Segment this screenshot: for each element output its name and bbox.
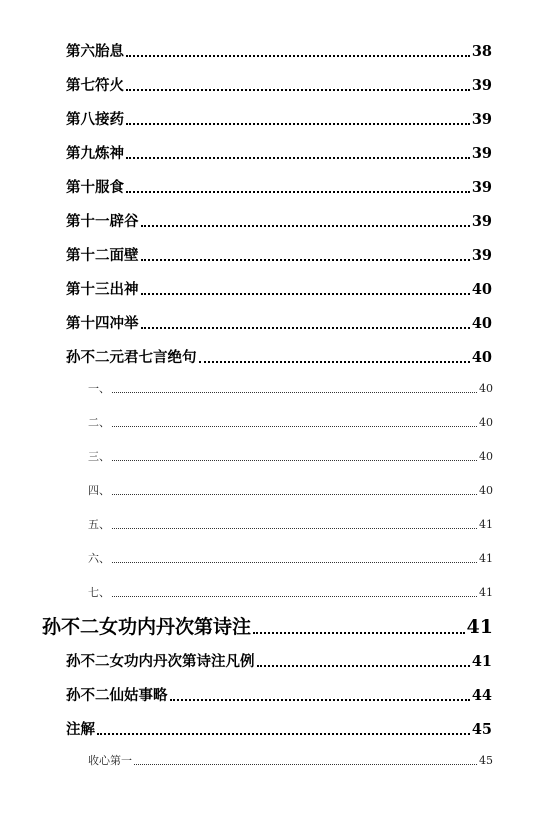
toc-entry-page: 40 bbox=[471, 349, 492, 366]
toc-subentry[interactable] bbox=[88, 482, 493, 498]
toc-entry-title: 第八接药 bbox=[66, 111, 124, 128]
toc-entry-title: 第十一辟谷 bbox=[66, 213, 139, 230]
toc-entry[interactable] bbox=[66, 718, 492, 739]
toc-entry-page: 41 bbox=[479, 518, 493, 531]
toc-entry-title: 三、 bbox=[88, 450, 110, 463]
toc-entry-title: 第七符火 bbox=[66, 77, 124, 94]
dot-leader bbox=[253, 632, 465, 634]
dot-leader bbox=[126, 123, 470, 125]
dot-leader bbox=[112, 460, 477, 461]
toc-entry-page: 41 bbox=[471, 653, 492, 670]
dot-leader bbox=[112, 562, 477, 563]
toc-entry-title: 收心第一 bbox=[88, 754, 132, 767]
toc-entry-page: 41 bbox=[479, 586, 493, 599]
toc-entry[interactable] bbox=[66, 312, 492, 333]
toc-entry[interactable] bbox=[66, 74, 492, 95]
dot-leader bbox=[97, 733, 470, 735]
toc-entry-page: 41 bbox=[479, 552, 493, 565]
toc-entry-page: 39 bbox=[471, 213, 492, 230]
toc-entry-page: 44 bbox=[471, 687, 492, 704]
toc-entry-page: 41 bbox=[466, 616, 493, 638]
toc-entry-title: 孙不二仙姑事略 bbox=[66, 687, 168, 704]
toc-entry-title: 第十四冲举 bbox=[66, 315, 139, 332]
dot-leader bbox=[257, 665, 470, 667]
toc-entry[interactable] bbox=[66, 142, 492, 163]
dot-leader bbox=[112, 596, 477, 597]
toc-entry-page: 40 bbox=[471, 281, 492, 298]
dot-leader bbox=[141, 259, 470, 261]
toc-subentry[interactable] bbox=[88, 550, 493, 566]
toc-entry-title: 一、 bbox=[88, 382, 110, 395]
toc-subentry[interactable] bbox=[88, 752, 493, 768]
toc-entry-title: 孙不二女功内丹次第诗注 bbox=[42, 616, 252, 638]
toc-entry-title: 四、 bbox=[88, 484, 110, 497]
toc-entry-page: 40 bbox=[479, 416, 493, 429]
toc-entry-page: 45 bbox=[479, 754, 493, 767]
toc-entry-page: 40 bbox=[479, 484, 493, 497]
toc-entry-page: 40 bbox=[479, 382, 493, 395]
toc-subentry[interactable] bbox=[88, 516, 493, 532]
toc-subentry[interactable] bbox=[88, 380, 493, 396]
dot-leader bbox=[170, 699, 470, 701]
toc-entry-title: 六、 bbox=[88, 552, 110, 565]
toc-entry-title: 第十服食 bbox=[66, 179, 124, 196]
dot-leader bbox=[134, 764, 477, 765]
toc-entry-page: 39 bbox=[471, 111, 492, 128]
toc-entry[interactable] bbox=[66, 278, 492, 299]
toc-entry-page: 40 bbox=[479, 450, 493, 463]
dot-leader bbox=[112, 426, 477, 427]
toc-subentry[interactable] bbox=[88, 584, 493, 600]
toc-entry-page: 40 bbox=[471, 315, 492, 332]
dot-leader bbox=[112, 392, 477, 393]
dot-leader bbox=[126, 191, 470, 193]
toc-entry-title: 第九炼神 bbox=[66, 145, 124, 162]
toc-subentry[interactable] bbox=[88, 414, 493, 430]
toc-entry-title: 孙不二元君七言绝句 bbox=[66, 349, 197, 366]
toc-entry[interactable] bbox=[66, 210, 492, 231]
toc-entry[interactable] bbox=[66, 176, 492, 197]
toc-entry[interactable] bbox=[66, 346, 492, 367]
dot-leader bbox=[141, 293, 470, 295]
toc-entry[interactable] bbox=[66, 108, 492, 129]
toc-entry[interactable] bbox=[66, 244, 492, 265]
toc-section-heading[interactable] bbox=[42, 612, 493, 639]
toc-entry-title: 第十二面壁 bbox=[66, 247, 139, 264]
dot-leader bbox=[141, 327, 470, 329]
toc-entry-title: 第六胎息 bbox=[66, 43, 124, 60]
toc-entry[interactable] bbox=[66, 650, 492, 671]
dot-leader bbox=[141, 225, 470, 227]
toc-entry-title: 第十三出神 bbox=[66, 281, 139, 298]
dot-leader bbox=[199, 361, 470, 363]
toc-entry[interactable] bbox=[66, 684, 492, 705]
toc-entry-page: 39 bbox=[471, 145, 492, 162]
toc-subentry[interactable] bbox=[88, 448, 493, 464]
toc-entry-title: 注解 bbox=[66, 721, 95, 738]
dot-leader bbox=[112, 494, 477, 495]
toc-entry-title: 二、 bbox=[88, 416, 110, 429]
toc-entry-page: 45 bbox=[471, 721, 492, 738]
toc-entry-page: 39 bbox=[471, 247, 492, 264]
toc-entry-page: 38 bbox=[471, 43, 492, 60]
dot-leader bbox=[112, 528, 477, 529]
dot-leader bbox=[126, 89, 470, 91]
toc-entry-title: 五、 bbox=[88, 518, 110, 531]
toc-entry-title: 孙不二女功内丹次第诗注凡例 bbox=[66, 653, 255, 670]
dot-leader bbox=[126, 157, 470, 159]
toc-entry-title: 七、 bbox=[88, 586, 110, 599]
toc-entry-page: 39 bbox=[471, 179, 492, 196]
toc-entry-page: 39 bbox=[471, 77, 492, 94]
dot-leader bbox=[126, 55, 470, 57]
toc-entry[interactable] bbox=[66, 40, 492, 61]
